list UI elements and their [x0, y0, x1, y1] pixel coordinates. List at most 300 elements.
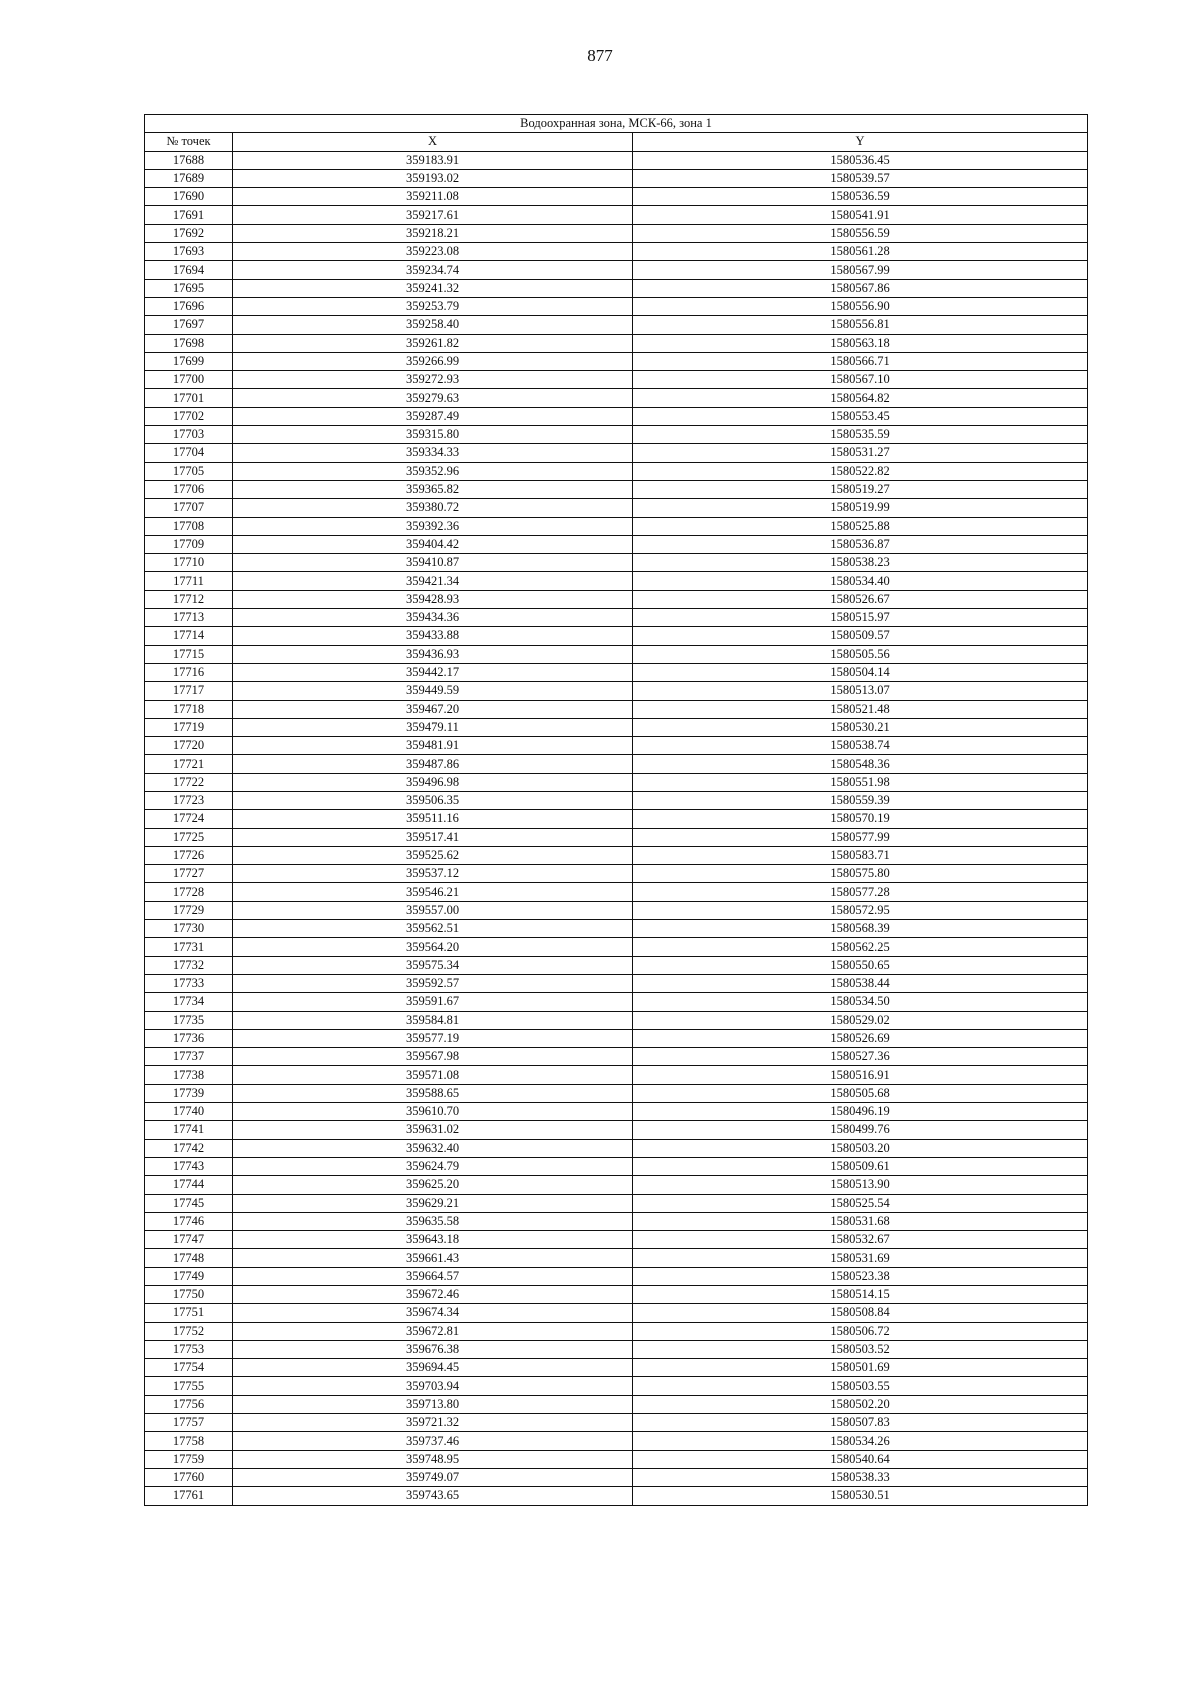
table-row: [145, 169, 1088, 187]
table-row: [145, 627, 1088, 645]
table-row: [145, 1176, 1088, 1194]
column-header-y: Y: [633, 133, 1088, 151]
cell-y: 1580514.15: [633, 1286, 1088, 1304]
cell-x: 359352.96: [233, 462, 633, 480]
table-row: [145, 883, 1088, 901]
cell-y: 1580536.87: [633, 535, 1088, 553]
table-row: [145, 1103, 1088, 1121]
cell-point-number: 17699: [145, 352, 233, 370]
cell-point-number: 17743: [145, 1157, 233, 1175]
cell-x: 359365.82: [233, 480, 633, 498]
table-title: Водоохранная зона, МСК-66, зона 1: [145, 115, 1088, 133]
table-row: [145, 609, 1088, 627]
table-row: [145, 901, 1088, 919]
cell-x: 359748.95: [233, 1450, 633, 1468]
cell-x: 359562.51: [233, 920, 633, 938]
cell-point-number: 17720: [145, 737, 233, 755]
cell-y: 1580567.86: [633, 279, 1088, 297]
table-row: [145, 865, 1088, 883]
cell-point-number: 17691: [145, 206, 233, 224]
table-row: [145, 956, 1088, 974]
table-row: [145, 517, 1088, 535]
cell-point-number: 17705: [145, 462, 233, 480]
cell-point-number: 17736: [145, 1029, 233, 1047]
cell-x: 359703.94: [233, 1377, 633, 1395]
page-number: 877: [587, 46, 613, 65]
cell-x: 359629.21: [233, 1194, 633, 1212]
cell-y: 1580509.61: [633, 1157, 1088, 1175]
table-row: [145, 718, 1088, 736]
cell-point-number: 17757: [145, 1414, 233, 1432]
cell-point-number: 17755: [145, 1377, 233, 1395]
cell-y: 1580505.56: [633, 645, 1088, 663]
cell-y: 1580502.20: [633, 1395, 1088, 1413]
cell-x: 359749.07: [233, 1468, 633, 1486]
table-row: [145, 828, 1088, 846]
cell-point-number: 17727: [145, 865, 233, 883]
table-row: [145, 1066, 1088, 1084]
cell-point-number: 17754: [145, 1359, 233, 1377]
cell-point-number: 17688: [145, 151, 233, 169]
table-row: [145, 1450, 1088, 1468]
cell-point-number: 17715: [145, 645, 233, 663]
cell-x: 359511.16: [233, 810, 633, 828]
cell-y: 1580570.19: [633, 810, 1088, 828]
cell-point-number: 17693: [145, 243, 233, 261]
cell-y: 1580532.67: [633, 1231, 1088, 1249]
cell-y: 1580531.69: [633, 1249, 1088, 1267]
cell-y: 1580563.18: [633, 334, 1088, 352]
column-header-x: X: [233, 133, 633, 151]
cell-x: 359467.20: [233, 700, 633, 718]
cell-y: 1580519.99: [633, 499, 1088, 517]
cell-x: 359479.11: [233, 718, 633, 736]
cell-point-number: 17703: [145, 426, 233, 444]
cell-y: 1580522.82: [633, 462, 1088, 480]
table-row: [145, 663, 1088, 681]
cell-point-number: 17744: [145, 1176, 233, 1194]
cell-x: 359577.19: [233, 1029, 633, 1047]
cell-x: 359676.38: [233, 1340, 633, 1358]
cell-y: 1580538.23: [633, 554, 1088, 572]
table-row: [145, 1468, 1088, 1486]
cell-point-number: 17742: [145, 1139, 233, 1157]
cell-y: 1580536.45: [633, 151, 1088, 169]
cell-point-number: 17740: [145, 1103, 233, 1121]
cell-x: 359567.98: [233, 1048, 633, 1066]
cell-x: 359436.93: [233, 645, 633, 663]
cell-point-number: 17714: [145, 627, 233, 645]
cell-x: 359643.18: [233, 1231, 633, 1249]
table-row: [145, 1157, 1088, 1175]
cell-x: 359713.80: [233, 1395, 633, 1413]
cell-x: 359234.74: [233, 261, 633, 279]
cell-y: 1580538.44: [633, 974, 1088, 992]
table-row: [145, 480, 1088, 498]
table-row: [145, 810, 1088, 828]
cell-point-number: 17690: [145, 188, 233, 206]
cell-y: 1580527.36: [633, 1048, 1088, 1066]
cell-point-number: 17756: [145, 1395, 233, 1413]
cell-y: 1580583.71: [633, 846, 1088, 864]
table-row: [145, 1029, 1088, 1047]
table-title-row: [145, 115, 1088, 133]
table-row: [145, 1304, 1088, 1322]
table-row: [145, 938, 1088, 956]
cell-x: 359610.70: [233, 1103, 633, 1121]
table-row: [145, 389, 1088, 407]
table-row: [145, 1249, 1088, 1267]
cell-y: 1580523.38: [633, 1267, 1088, 1285]
table-row: [145, 243, 1088, 261]
cell-point-number: 17725: [145, 828, 233, 846]
table-row: [145, 1340, 1088, 1358]
table-row: [145, 371, 1088, 389]
cell-y: 1580534.40: [633, 572, 1088, 590]
cell-y: 1580572.95: [633, 901, 1088, 919]
cell-point-number: 17707: [145, 499, 233, 517]
cell-y: 1580553.45: [633, 407, 1088, 425]
cell-y: 1580564.82: [633, 389, 1088, 407]
cell-y: 1580561.28: [633, 243, 1088, 261]
cell-point-number: 17751: [145, 1304, 233, 1322]
cell-x: 359223.08: [233, 243, 633, 261]
cell-x: 359183.91: [233, 151, 633, 169]
cell-x: 359442.17: [233, 663, 633, 681]
cell-x: 359434.36: [233, 609, 633, 627]
cell-x: 359575.34: [233, 956, 633, 974]
table-row: [145, 1395, 1088, 1413]
cell-y: 1580550.65: [633, 956, 1088, 974]
cell-x: 359661.43: [233, 1249, 633, 1267]
table-row: [145, 535, 1088, 553]
cell-x: 359279.63: [233, 389, 633, 407]
cell-point-number: 17761: [145, 1487, 233, 1505]
table-row: [145, 1286, 1088, 1304]
table-row: [145, 1121, 1088, 1139]
table-row: [145, 407, 1088, 425]
cell-point-number: 17698: [145, 334, 233, 352]
cell-y: 1580516.91: [633, 1066, 1088, 1084]
cell-y: 1580562.25: [633, 938, 1088, 956]
cell-point-number: 17730: [145, 920, 233, 938]
cell-point-number: 17718: [145, 700, 233, 718]
cell-y: 1580575.80: [633, 865, 1088, 883]
cell-point-number: 17702: [145, 407, 233, 425]
cell-point-number: 17728: [145, 883, 233, 901]
table-row: [145, 316, 1088, 334]
cell-y: 1580551.98: [633, 773, 1088, 791]
table-row: [145, 444, 1088, 462]
cell-x: 359193.02: [233, 169, 633, 187]
cell-y: 1580525.54: [633, 1194, 1088, 1212]
cell-point-number: 17711: [145, 572, 233, 590]
cell-x: 359266.99: [233, 352, 633, 370]
cell-x: 359664.57: [233, 1267, 633, 1285]
cell-x: 359410.87: [233, 554, 633, 572]
cell-y: 1580499.76: [633, 1121, 1088, 1139]
cell-point-number: 17747: [145, 1231, 233, 1249]
cell-y: 1580567.99: [633, 261, 1088, 279]
cell-point-number: 17748: [145, 1249, 233, 1267]
cell-y: 1580531.27: [633, 444, 1088, 462]
cell-point-number: 17701: [145, 389, 233, 407]
column-header-point-number: № точек: [145, 133, 233, 151]
cell-point-number: 17746: [145, 1212, 233, 1230]
table-row: [145, 773, 1088, 791]
cell-y: 1580556.59: [633, 224, 1088, 242]
table-row: [145, 206, 1088, 224]
cell-x: 359631.02: [233, 1121, 633, 1139]
cell-point-number: 17719: [145, 718, 233, 736]
table-row: [145, 1084, 1088, 1102]
cell-point-number: 17704: [145, 444, 233, 462]
cell-y: 1580506.72: [633, 1322, 1088, 1340]
table-row: [145, 572, 1088, 590]
cell-y: 1580526.69: [633, 1029, 1088, 1047]
cell-x: 359487.86: [233, 755, 633, 773]
cell-x: 359496.98: [233, 773, 633, 791]
cell-y: 1580525.88: [633, 517, 1088, 535]
cell-point-number: 17722: [145, 773, 233, 791]
coordinates-table: [144, 114, 1088, 1506]
cell-x: 359525.62: [233, 846, 633, 864]
table-row: [145, 462, 1088, 480]
cell-x: 359571.08: [233, 1066, 633, 1084]
cell-y: 1580559.39: [633, 791, 1088, 809]
table-row: [145, 188, 1088, 206]
cell-y: 1580538.74: [633, 737, 1088, 755]
cell-y: 1580556.81: [633, 316, 1088, 334]
cell-x: 359241.32: [233, 279, 633, 297]
table-row: [145, 1011, 1088, 1029]
cell-point-number: 17700: [145, 371, 233, 389]
cell-x: 359588.65: [233, 1084, 633, 1102]
cell-x: 359217.61: [233, 206, 633, 224]
table-row: [145, 791, 1088, 809]
cell-y: 1580577.28: [633, 883, 1088, 901]
cell-point-number: 17739: [145, 1084, 233, 1102]
cell-point-number: 17696: [145, 297, 233, 315]
cell-y: 1580530.51: [633, 1487, 1088, 1505]
cell-x: 359743.65: [233, 1487, 633, 1505]
cell-x: 359624.79: [233, 1157, 633, 1175]
cell-point-number: 17734: [145, 993, 233, 1011]
cell-y: 1580496.19: [633, 1103, 1088, 1121]
cell-x: 359392.36: [233, 517, 633, 535]
table-row: [145, 645, 1088, 663]
table-row: [145, 1267, 1088, 1285]
cell-x: 359404.42: [233, 535, 633, 553]
table-row: [145, 1194, 1088, 1212]
cell-y: 1580531.68: [633, 1212, 1088, 1230]
cell-y: 1580515.97: [633, 609, 1088, 627]
cell-y: 1580541.91: [633, 206, 1088, 224]
cell-point-number: 17726: [145, 846, 233, 864]
cell-y: 1580534.50: [633, 993, 1088, 1011]
cell-y: 1580556.90: [633, 297, 1088, 315]
cell-point-number: 17738: [145, 1066, 233, 1084]
cell-y: 1580501.69: [633, 1359, 1088, 1377]
table-row: [145, 1359, 1088, 1377]
cell-point-number: 17731: [145, 938, 233, 956]
cell-x: 359253.79: [233, 297, 633, 315]
cell-point-number: 17741: [145, 1121, 233, 1139]
cell-point-number: 17759: [145, 1450, 233, 1468]
cell-point-number: 17752: [145, 1322, 233, 1340]
cell-point-number: 17692: [145, 224, 233, 242]
cell-y: 1580503.20: [633, 1139, 1088, 1157]
cell-x: 359672.46: [233, 1286, 633, 1304]
cell-x: 359421.34: [233, 572, 633, 590]
table-row: [145, 590, 1088, 608]
cell-x: 359449.59: [233, 682, 633, 700]
cell-point-number: 17733: [145, 974, 233, 992]
cell-point-number: 17721: [145, 755, 233, 773]
cell-x: 359591.67: [233, 993, 633, 1011]
cell-x: 359694.45: [233, 1359, 633, 1377]
cell-point-number: 17723: [145, 791, 233, 809]
cell-point-number: 17737: [145, 1048, 233, 1066]
table-row: [145, 682, 1088, 700]
cell-y: 1580503.55: [633, 1377, 1088, 1395]
cell-y: 1580507.83: [633, 1414, 1088, 1432]
table-row: [145, 1432, 1088, 1450]
table-row: [145, 755, 1088, 773]
cell-x: 359546.21: [233, 883, 633, 901]
cell-y: 1580513.90: [633, 1176, 1088, 1194]
table-row: [145, 1414, 1088, 1432]
cell-y: 1580538.33: [633, 1468, 1088, 1486]
table-row: [145, 700, 1088, 718]
cell-x: 359481.91: [233, 737, 633, 755]
table-row: [145, 1322, 1088, 1340]
table-row: [145, 352, 1088, 370]
cell-x: 359564.20: [233, 938, 633, 956]
cell-y: 1580521.48: [633, 700, 1088, 718]
cell-point-number: 17716: [145, 663, 233, 681]
cell-x: 359261.82: [233, 334, 633, 352]
cell-x: 359592.57: [233, 974, 633, 992]
cell-point-number: 17689: [145, 169, 233, 187]
cell-x: 359672.81: [233, 1322, 633, 1340]
cell-point-number: 17753: [145, 1340, 233, 1358]
table-row: [145, 279, 1088, 297]
cell-point-number: 17758: [145, 1432, 233, 1450]
cell-x: 359287.49: [233, 407, 633, 425]
table-row: [145, 993, 1088, 1011]
cell-x: 359737.46: [233, 1432, 633, 1450]
cell-point-number: 17709: [145, 535, 233, 553]
table-row: [145, 1048, 1088, 1066]
table-row: [145, 554, 1088, 572]
cell-point-number: 17710: [145, 554, 233, 572]
cell-point-number: 17749: [145, 1267, 233, 1285]
cell-point-number: 17760: [145, 1468, 233, 1486]
cell-point-number: 17694: [145, 261, 233, 279]
cell-point-number: 17713: [145, 609, 233, 627]
table-row: [145, 920, 1088, 938]
cell-y: 1580534.26: [633, 1432, 1088, 1450]
table-row: [145, 261, 1088, 279]
cell-point-number: 17717: [145, 682, 233, 700]
cell-y: 1580519.27: [633, 480, 1088, 498]
cell-x: 359258.40: [233, 316, 633, 334]
cell-x: 359315.80: [233, 426, 633, 444]
table-row: [145, 1377, 1088, 1395]
table-row: [145, 846, 1088, 864]
cell-y: 1580513.07: [633, 682, 1088, 700]
cell-y: 1580504.14: [633, 663, 1088, 681]
cell-x: 359380.72: [233, 499, 633, 517]
cell-y: 1580536.59: [633, 188, 1088, 206]
cell-point-number: 17750: [145, 1286, 233, 1304]
cell-point-number: 17745: [145, 1194, 233, 1212]
cell-x: 359272.93: [233, 371, 633, 389]
cell-x: 359517.41: [233, 828, 633, 846]
cell-x: 359557.00: [233, 901, 633, 919]
table-row: [145, 426, 1088, 444]
cell-point-number: 17697: [145, 316, 233, 334]
cell-x: 359635.58: [233, 1212, 633, 1230]
table-row: [145, 151, 1088, 169]
cell-y: 1580530.21: [633, 718, 1088, 736]
cell-x: 359674.34: [233, 1304, 633, 1322]
cell-x: 359632.40: [233, 1139, 633, 1157]
cell-point-number: 17706: [145, 480, 233, 498]
cell-y: 1580540.64: [633, 1450, 1088, 1468]
cell-point-number: 17708: [145, 517, 233, 535]
cell-y: 1580503.52: [633, 1340, 1088, 1358]
cell-point-number: 17724: [145, 810, 233, 828]
cell-x: 359433.88: [233, 627, 633, 645]
cell-y: 1580508.84: [633, 1304, 1088, 1322]
cell-y: 1580539.57: [633, 169, 1088, 187]
table-row: [145, 1487, 1088, 1505]
table-row: [145, 297, 1088, 315]
table-row: [145, 1139, 1088, 1157]
table-row: [145, 974, 1088, 992]
cell-y: 1580568.39: [633, 920, 1088, 938]
cell-x: 359625.20: [233, 1176, 633, 1194]
cell-point-number: 17732: [145, 956, 233, 974]
cell-y: 1580535.59: [633, 426, 1088, 444]
cell-x: 359334.33: [233, 444, 633, 462]
table-header-row: [145, 133, 1088, 151]
cell-y: 1580509.57: [633, 627, 1088, 645]
table-row: [145, 1231, 1088, 1249]
cell-y: 1580577.99: [633, 828, 1088, 846]
table-body: [145, 151, 1088, 1505]
table-row: [145, 224, 1088, 242]
cell-y: 1580529.02: [633, 1011, 1088, 1029]
cell-y: 1580567.10: [633, 371, 1088, 389]
cell-x: 359428.93: [233, 590, 633, 608]
cell-point-number: 17695: [145, 279, 233, 297]
table-row: [145, 1212, 1088, 1230]
table-row: [145, 499, 1088, 517]
cell-x: 359721.32: [233, 1414, 633, 1432]
cell-y: 1580566.71: [633, 352, 1088, 370]
cell-x: 359537.12: [233, 865, 633, 883]
cell-x: 359584.81: [233, 1011, 633, 1029]
cell-x: 359506.35: [233, 791, 633, 809]
table-row: [145, 334, 1088, 352]
cell-x: 359211.08: [233, 188, 633, 206]
table-row: [145, 737, 1088, 755]
cell-y: 1580548.36: [633, 755, 1088, 773]
cell-y: 1580526.67: [633, 590, 1088, 608]
